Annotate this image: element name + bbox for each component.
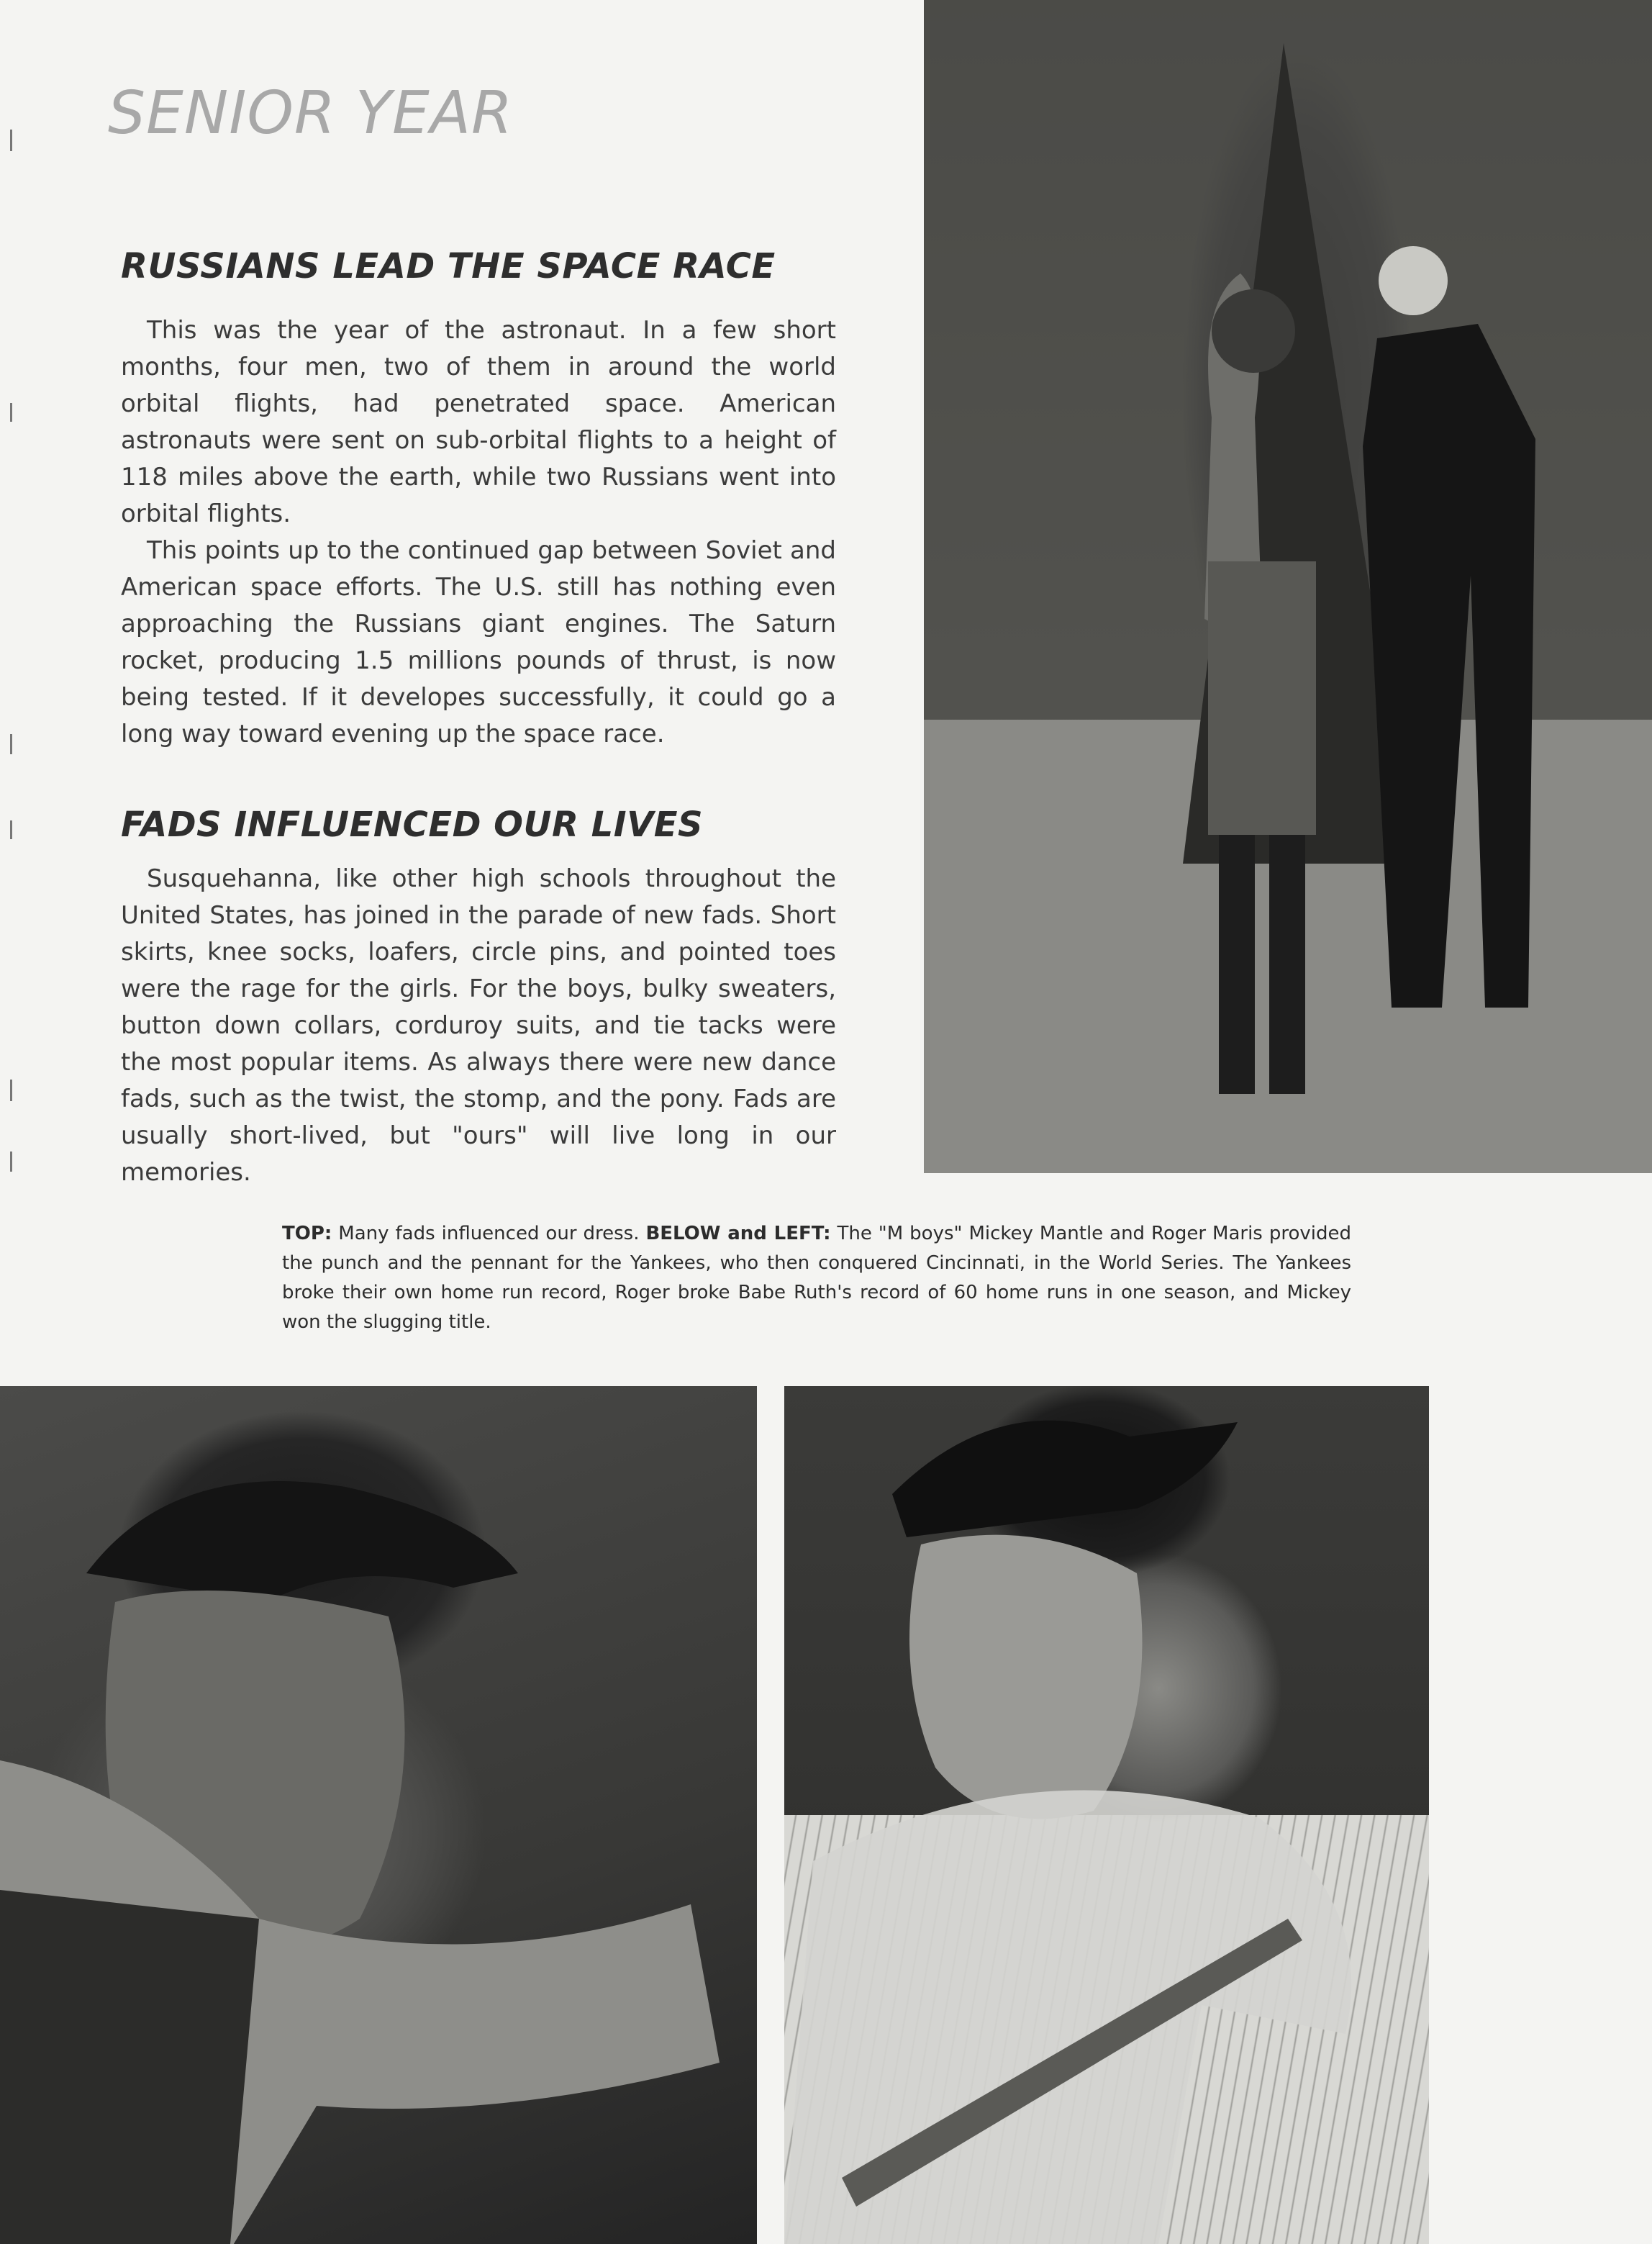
caption-label-below: BELOW and LEFT:	[645, 1223, 831, 1244]
paragraph: Susquehanna, like other high schools throughout the United States, has joined in the parade of new fads. Short skirts, knee socks, loafers, circle pins, and pointed toes were the rage for the girls. For the boys, bulky sweaters, button down collars, corduroy suits, and tie tacks were the most popular items. As always there were new dance fads, such as the twist, the stomp, and the pony. Fads are usually short-lived, but "ours" will live long in our memories.	[121, 864, 836, 1187]
article-body-fads	[121, 861, 836, 1191]
paragraph: This was the year of the astronaut. In a few short months, four men, two of them in around the world orbital flights, had penetrated space. American astronauts were sent on sub-orbital flights to a height of 118 miles above the earth, while two Russians went into orbital flights.	[121, 316, 836, 528]
section-title: SENIOR YEAR	[108, 79, 513, 148]
photo-baseball-player-left	[0, 1386, 757, 2244]
photo-caption	[282, 1219, 1351, 1337]
photo-illustration	[924, 0, 1652, 1173]
caption-text-top: Many fads influenced our dress.	[338, 1223, 640, 1244]
article-heading-space-race: RUSSIANS LEAD THE SPACE RACE	[121, 245, 776, 286]
paragraph: This points up to the continued gap between Soviet and American space efforts. The U.S. still has nothing even approaching the Russians giant engines. The Saturn rocket, producing 1.5 millions pounds of thrust, is now being tested. If it developes successfully, it could go a long way toward evening up the space race.	[121, 536, 836, 748]
photo-illustration	[784, 1386, 1429, 2244]
photo-students-christmas-tree	[924, 0, 1652, 1173]
caption-text-below: The "M boys" Mickey Mantle and Roger Maris provided the punch and the pennant for the Yankees, who then conquered Cincinnati, in the World Series. The Yankees broke their own home run record, Roger broke Babe Ruth's record of 60 home runs in one season, and Mickey won the slugging title.	[282, 1223, 1351, 1333]
article-body-space-race	[121, 312, 836, 753]
photo-baseball-player-swinging	[784, 1386, 1429, 2244]
photo-illustration	[0, 1386, 757, 2244]
article-heading-fads: FADS INFLUENCED OUR LIVES	[121, 804, 704, 845]
caption-label-top: TOP:	[282, 1223, 332, 1244]
binding-edge-marks	[0, 0, 29, 1367]
